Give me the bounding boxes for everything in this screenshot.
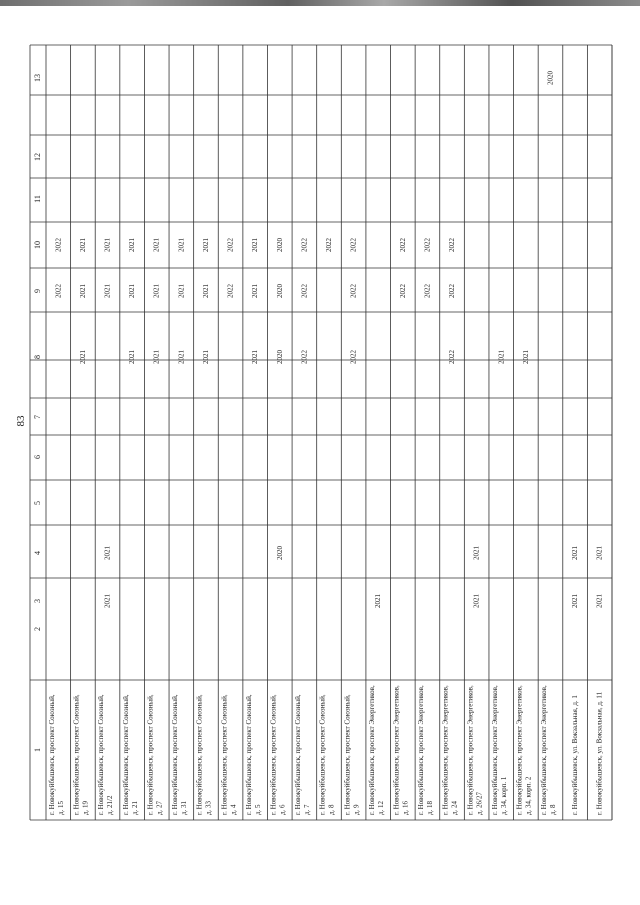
table-cell-value: 2021	[128, 238, 137, 252]
column-header-2: 2	[32, 627, 42, 631]
column-header-5: 5	[32, 501, 42, 505]
table-cell-address: д. 16	[401, 800, 410, 815]
table-cell-address: г. Новокуйбышевск, проспект Союзный,	[121, 694, 130, 815]
table-cell-value: 2022	[423, 238, 432, 252]
table-cell-address: д. 8	[327, 804, 336, 815]
table-cell-address: г. Новокуйбышевск, проспект Энергетиков,	[490, 685, 499, 815]
column-header-11: 11	[32, 195, 42, 203]
table-cell-value: 2022	[398, 238, 407, 252]
column-header-4: 4	[32, 551, 42, 555]
column-header-9: 9	[32, 289, 42, 293]
table-cell-value: 2020	[275, 238, 284, 252]
table-cell-value: 2022	[448, 238, 457, 252]
table-cell-value: 2022	[54, 238, 63, 252]
column-header-7: 7	[32, 415, 42, 419]
table-cell-value: 2021	[103, 546, 112, 560]
table-cell-value: 2021	[128, 350, 137, 364]
table-cell-address: д. 34, корп. 1	[499, 776, 508, 815]
table-cell-value: 2021	[78, 350, 87, 364]
table-cell-address: д. 15	[57, 800, 65, 815]
table-cell-value: 2022	[300, 350, 309, 364]
table-cell-value: 2022	[226, 284, 235, 298]
table-cell-address: г. Новокуйбышевск, проспект Союзный,	[171, 694, 180, 815]
table-cell-address: г. Новокуйбышевск, проспект Энергетиков,	[367, 685, 376, 815]
column-header-3: 3	[32, 599, 42, 603]
table-cell-value: 2022	[226, 238, 235, 252]
table-cell-value: 2021	[201, 238, 210, 252]
table-cell-address: г. Новокуйбышевск, проспект Союзный,	[294, 694, 303, 815]
table-cell-value: 2021	[497, 350, 506, 364]
table-cell-value: 2020	[275, 546, 284, 560]
table-cell-value: 2022	[448, 284, 457, 298]
table-cell-value: 2021	[201, 284, 210, 298]
table-cell-address: г. Новокуйбышевск, проспект Союзный,	[146, 694, 155, 815]
column-header-12: 12	[32, 153, 42, 161]
table-cell-address: д. 21	[130, 800, 139, 815]
table-cell-value: 2022	[349, 238, 358, 252]
column-header-13: 13	[32, 74, 42, 82]
table-cell-value: 2021	[177, 238, 186, 252]
table-cell-address: г. Новокуйбышевск, проспект Союзный,	[48, 694, 56, 815]
table-cell-address: г. Новокуйбышевск, проспект Энергетиков,	[417, 685, 426, 815]
table-cell-value: 2022	[349, 350, 358, 364]
table-cell-value: 2021	[571, 594, 580, 608]
table-cell-value: 2021	[251, 350, 260, 364]
table-cell-address: г. Новокуйбышевск, проспект Энергетиков,	[515, 685, 524, 815]
column-header-10: 10	[32, 241, 42, 249]
table-cell-address: д. 24	[450, 800, 459, 815]
column-header-8: 8	[32, 355, 42, 359]
table-cell-address: г. Новокуйбышевск, проспект Энергетиков,	[466, 685, 475, 815]
table-cell-address: г. Новокуйбышевск, проспект Союзный,	[220, 694, 229, 815]
table-cell-value: 2021	[152, 284, 161, 298]
table-cell-address: д. 12	[376, 800, 385, 815]
table-cell-address: д. 26/27	[475, 791, 484, 815]
column-header-6: 6	[32, 455, 42, 459]
table-cell-value: 2021	[595, 594, 604, 608]
table-cell-address: д. 33	[204, 800, 213, 815]
table-cell-value: 2021	[152, 350, 161, 364]
table-cell-address: г. Новокуйбышевск, проспект Энергетиков,	[540, 685, 549, 815]
table-cell-value: 2021	[251, 238, 260, 252]
table-cell-address: д. 4	[229, 804, 238, 815]
table-cell-value: 2022	[349, 284, 358, 298]
table-cell-value: 2021	[152, 238, 161, 252]
table-cell-value: 2022	[300, 284, 309, 298]
table-cell-value: 2021	[472, 594, 481, 608]
table-cell-value: 2021	[78, 238, 87, 252]
column-header-1: 1	[32, 748, 42, 752]
table-cell-address: д. 27	[155, 800, 164, 815]
table-cell-address: г. Новокуйбышевск, проспект Энергетиков,	[441, 685, 450, 815]
table-cell-value: 2021	[103, 284, 112, 298]
table-cell-value: 2022	[325, 238, 333, 252]
page-number-text: 83	[15, 415, 27, 427]
table-cell-address: г. Новокуйбышевск, ул. Вокзальная, д. 11	[595, 691, 604, 815]
table-cell-address: г. Новокуйбышевск, проспект Союзный,	[269, 694, 278, 815]
table-cell-value: 2022	[423, 284, 432, 298]
table-cell-value: 2022	[54, 284, 63, 298]
table-cell-value: 2021	[177, 284, 186, 298]
table-cell-address: д. 6	[278, 804, 287, 815]
table-cell-value: 2021	[103, 594, 112, 608]
table-cell-value: 2022	[398, 284, 407, 298]
table-cell-value: 2021	[103, 238, 112, 252]
table-cell-value: 2021	[472, 546, 481, 560]
table-cell-address: д. 31	[180, 800, 189, 815]
table-cell-value: 2021	[128, 284, 137, 298]
table-cell-address: д. 19	[81, 800, 90, 815]
table-cell-address: д. 9	[352, 804, 361, 815]
table-cell-address: г. Новокуйбышевск, проспект Союзный,	[195, 694, 204, 815]
table-cell-address: д. 18	[426, 800, 435, 815]
table-cell-address: г. Новокуйбышевск, ул. Вокзальная, д. 1	[571, 695, 580, 815]
table-cell-address: г. Новокуйбышевск, проспект Союзный,	[72, 694, 81, 815]
table-cell-value: 2022	[448, 350, 457, 364]
table-cell-value: 2021	[251, 284, 260, 298]
table-cell-address: г. Новокуйбышевск, проспект Союзный,	[244, 694, 253, 815]
table-cell-address: г. Новокуйбышевск, проспект Энергетиков,	[392, 685, 401, 815]
table-cell-address: д. 21/2	[106, 795, 115, 815]
table-cell-address: д. 5	[253, 804, 262, 815]
table-cell-address: г. Новокуйбышевск, проспект Союзный,	[97, 694, 106, 815]
table-cell-value: 2021	[78, 284, 87, 298]
table-cell-address: г. Новокуйбышевск, проспект Союзный,	[318, 694, 327, 815]
table-cell-value: 2021	[177, 350, 186, 364]
table-cell-value: 2020	[275, 284, 284, 298]
table-cell-address: д. 34, корп. 2	[524, 776, 533, 815]
table-cell-value: 2021	[521, 350, 530, 364]
table-cell-value: 2021	[571, 546, 580, 560]
table-cell-address: д. 8	[549, 804, 558, 815]
table-cell-value: 2020	[546, 71, 555, 85]
table-cell-value: 2020	[275, 350, 284, 364]
table-cell-address: г. Новокуйбышевск, проспект Союзный,	[343, 694, 352, 815]
table-cell-address: д. 7	[303, 804, 312, 815]
table-cell-value: 2021	[201, 350, 210, 364]
table-cell-value: 2021	[374, 594, 383, 608]
table-cell-value: 2021	[595, 546, 604, 560]
table-cell-value: 2022	[300, 238, 309, 252]
